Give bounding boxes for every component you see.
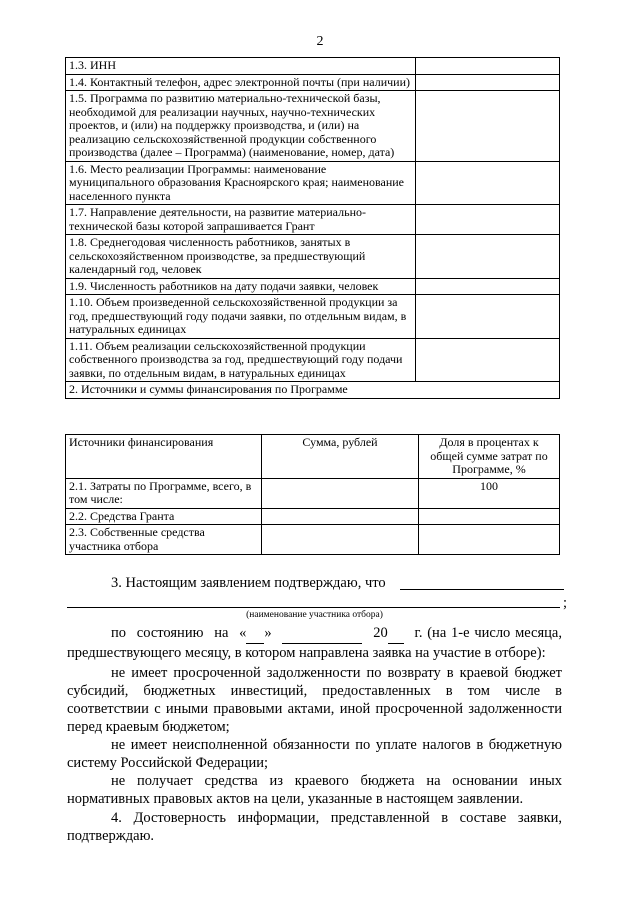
header-sources: Источники финансирования	[66, 435, 262, 479]
row-value[interactable]	[416, 235, 560, 279]
caption: (наименование участника отбора)	[246, 610, 383, 620]
row-share[interactable]	[419, 525, 560, 555]
table-row	[66, 91, 560, 162]
page-number: 2	[316, 34, 324, 49]
row-share[interactable]: 100	[419, 478, 560, 508]
table-row	[66, 161, 560, 205]
row-label: 1.8. Среднегодовая численность работников, занятых в сельскохозяйственном производстве, за предшествующий календарный год, человек	[66, 235, 416, 279]
table-row	[66, 295, 560, 339]
section2-title: 2. Источники и суммы финансирования по Программе	[66, 382, 560, 399]
applicant-info-table	[65, 57, 560, 399]
row-value[interactable]	[416, 91, 560, 162]
row-sum[interactable]	[262, 478, 419, 508]
row-value[interactable]	[416, 58, 560, 75]
row-value[interactable]	[416, 338, 560, 382]
row-label: 1.11. Объем реализации сельскохозяйственной продукции собственного производства за год, предшествующий году подачи заявки, по отдельным видам, в натуральных единицах	[66, 338, 416, 382]
row-share[interactable]	[419, 508, 560, 525]
header-share: Доля в процентах к общей сумме затрат по Программе, %	[419, 435, 560, 479]
participant-name-line[interactable]	[400, 589, 564, 590]
month-field[interactable]	[282, 624, 362, 644]
row-value[interactable]	[416, 295, 560, 339]
p-state-c: 20	[373, 625, 388, 641]
p-state-a: по состоянию на «	[111, 625, 247, 641]
table-row	[66, 478, 560, 508]
row-label: 1.9. Численность работников на дату подачи заявки, человек	[66, 278, 416, 295]
table-row	[66, 278, 560, 295]
p-funds: не получает средства из краевого бюджета на основании иных нормативных правовых актов на цели, указанные в настоящем заявлении.	[67, 773, 562, 807]
p3-start: 3. Настоящим заявлением подтверждаю, что	[111, 575, 386, 591]
table-row	[66, 338, 560, 382]
financing-table	[65, 434, 560, 555]
row-value[interactable]	[416, 74, 560, 91]
p-debt1: не имеет просроченной задолженности по возврату в краевой бюджет субсидий, бюджетных инвестиций, предоставленных в том числе в соответствии с иными правовыми актами, иной просроченной задолженности перед краевым бюджетом;	[67, 665, 562, 735]
row-value[interactable]	[416, 205, 560, 235]
table-row	[66, 525, 560, 555]
row-label: 1.5. Программа по развитию материально-технической базы, необходимой для реализации научных, научно-технических проектов, и (или) на поддержку производства, и (или) на реализацию сельскохозяйственной продукции собственного производства (далее – Программа) (наименование, номер, дата)	[66, 91, 416, 162]
p-state-d: г. (на 1-е число месяца, предшествующего месяцу, в котором направлена заявка на участие в отборе):	[67, 625, 562, 661]
p-state-b: »	[264, 625, 272, 641]
row-label: 1.3. ИНН	[66, 58, 416, 75]
row-value[interactable]	[416, 278, 560, 295]
row-label: 2.3. Собственные средства участника отбора	[66, 525, 262, 555]
row-value[interactable]	[416, 161, 560, 205]
table-row	[66, 58, 560, 75]
row-label: 1.10. Объем произведенной сельскохозяйственной продукции за год, предшествующий году подачи заявки, по отдельным видам, в натуральных единицах	[66, 295, 416, 339]
row-sum[interactable]	[262, 508, 419, 525]
row-label: 2.1. Затраты по Программе, всего, в том числе:	[66, 478, 262, 508]
table-row	[66, 235, 560, 279]
header-row	[66, 435, 560, 479]
section-header-row	[66, 382, 560, 399]
table-row	[66, 508, 560, 525]
year-field[interactable]	[388, 624, 404, 644]
p-debt2: не имеет неисполненной обязанности по уплате налогов в бюджетную систему Российской Федерации;	[67, 737, 562, 771]
table-row	[66, 205, 560, 235]
row-label: 1.6. Место реализации Программы: наименование муниципального образования Красноярского края; наименование населенного пункта	[66, 161, 416, 205]
colon: ;	[563, 595, 568, 611]
row-label: 2.2. Средства Гранта	[66, 508, 262, 525]
table-row	[66, 74, 560, 91]
p-state	[67, 624, 562, 663]
row-sum[interactable]	[262, 525, 419, 555]
participant-name-line-2[interactable]	[67, 607, 560, 608]
p4: 4. Достоверность информации, представленной в составе заявки, подтверждаю.	[67, 810, 562, 844]
header-sum: Сумма, рублей	[262, 435, 419, 479]
row-label: 1.4. Контактный телефон, адрес электронной почты (при наличии)	[66, 74, 416, 91]
row-label: 1.7. Направление деятельности, на развитие материально-технической базы которой запрашивается Грант	[66, 205, 416, 235]
day-field[interactable]	[246, 624, 264, 644]
